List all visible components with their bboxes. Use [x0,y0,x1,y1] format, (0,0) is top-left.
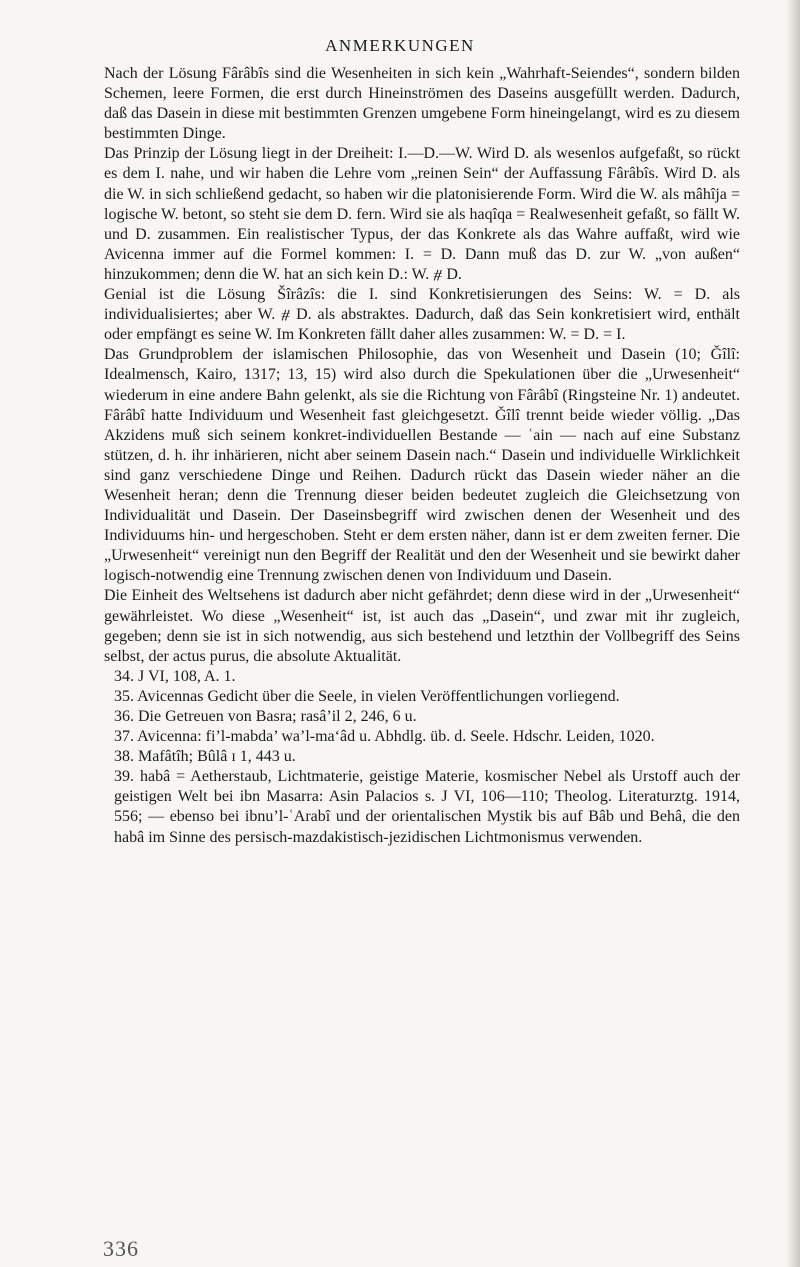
paragraph: Genial ist die Lösung Šîrâzîs: die I. sind Konkretisierungen des Seins: W. = D. als individualisiertes; aber W. ⧣ D. als abstraktes. Dadurch, daß das Sein konkretisiert wird, enthält oder empfängt es seine W. Im Konkreten fällt daher alles zusammen: W. = D. = I. [104,286,740,344]
paragraph: Nach der Lösung Fârâbîs sind die Wesenheiten in sich kein „Wahrhaft-Seiendes“, sondern bilden Schemen, leere Formen, die erst durch Hineinströmen des Daseins ausgefüllt werden. Dadurch, daß das Dasein in diese mit bestimmten Grenzen umgebene Form hineingelangt, wird es zu diesem bestimmten Dinge. [104,65,740,143]
paragraph: Das Grundproblem der islamischen Philosophie, das von Wesenheit und Dasein (10; Ǧîlî: Idealmensch, Kairo, 1317; 13, 15) wird also durch die Spekulationen über die „Urwesenheit“ wiederum in eine andere Bahn gelenkt, als sie die Richtung von Fârâbî (Ringsteine Nr. 1) andeutet. Fârâbî hatte Individuum und Wesenheit fast gleichgesetzt. Ǧîlî trennt beide wieder völlig. „Das Akzidens muß sich seinem konkret-individuellen Bestande — ʿain — nach auf eine Substanz stützen, d. h. ihr inhärieren, nicht aber seinem Dasein nach.“ Dasein und individuelle Wirklichkeit sind ganz verschiedene Dinge und Reihen. Dadurch rückt das Dasein wieder näher an die Wesenheit heran; denn die Trennung dieser beiden bedeutet zugleich die Gleichsetzung von Individualität und Dasein. Der Daseinsbegriff wird zwischen denen der Wesenheit und des Individuums hin- und hergeschoben. Steht er dem ersten näher, dann ist er dem zweiten ferner. Die „Urwesenheit“ vereinigt nun den Begriff der Realität und den der Wesenheit und sie bewirkt daher logisch-notwendig eine Trennung zwischen denen von Individuum und Dasein. [104,346,740,585]
page-number: 336 [103,1236,139,1261]
endnote: 34. J VI, 108, A. 1. [114,667,236,685]
paragraph: Die Einheit des Weltsehens ist dadurch aber nicht gefährdet; denn diese wird in der „Urwesenheit“ gewährleistet. Wo diese „Wesenheit“ ist, ist auch das „Dasein“, und zwar mit ihr zugleich, gegeben; denn sie ist in sich notwendig, aus sich bestehend und letzthin der Vollbegriff des Seins selbst, der actus purus, die absolute Aktualität. [104,587,740,665]
endnote: 36. Die Getreuen von Basra; rasâ’il 2, 246, 6 u. [114,708,417,725]
endnote: 39. habâ = Aetherstaub, Lichtmaterie, geistige Materie, kosmischer Nebel als Urstoff auch der geistigen Welt bei ibn Masarra: Asin Palacios s. J VI, 106—110; Theolog. Literaturztg. 1914, 556; — ebenso bei ibnu’l-ʿArabî und der orientalischen Mystik bis auf Bâb und Behâ, die den habâ im Sinne des persisch-mazdakistisch-jezidischen Lichtmonismus verwenden. [114,768,740,846]
running-header: ANMERKUNGEN [325,36,475,55]
page-body [104,64,740,848]
endnote: 38. Mafâtîh; Bûlâ ɪ 1, 443 u. [114,748,296,766]
page-edge-shadow [786,0,800,1267]
paragraph: Das Prinzip der Lösung liegt in der Dreiheit: I.—D.—W. Wird D. als wesenlos aufgefaßt, so rückt es dem I. nahe, und wir haben die Lehre vom „reinen Sein“ der Auffassung Fârâbîs. Wird D. als die W. in sich schließend gedacht, so haben wir die platonisierende Form. Wird die W. als mâhîja = logische W. betont, so steht sie dem D. fern. Wird sie als haqîqa = Realwesenheit gefaßt, so fällt W. und D. zusammen. Ein realistischer Typus, der das Konkrete als das Wahre auffaßt, wird wie Avicenna immer auf die Formel kommen: I. = D. Dann muß das D. zur W. „von außen“ hinzukommen; denn die W. hat an sich kein D.: W. ⧣ D. [104,145,740,283]
endnote: 37. Avicenna: fi’l-mabda’ wa’l-ma‘âd u. Abhdlg. üb. d. Seele. Hdschr. Leiden, 1020. [114,728,655,746]
endnote: 35. Avicennas Gedicht über die Seele, in vielen Veröffentlichungen vorliegend. [114,687,620,705]
